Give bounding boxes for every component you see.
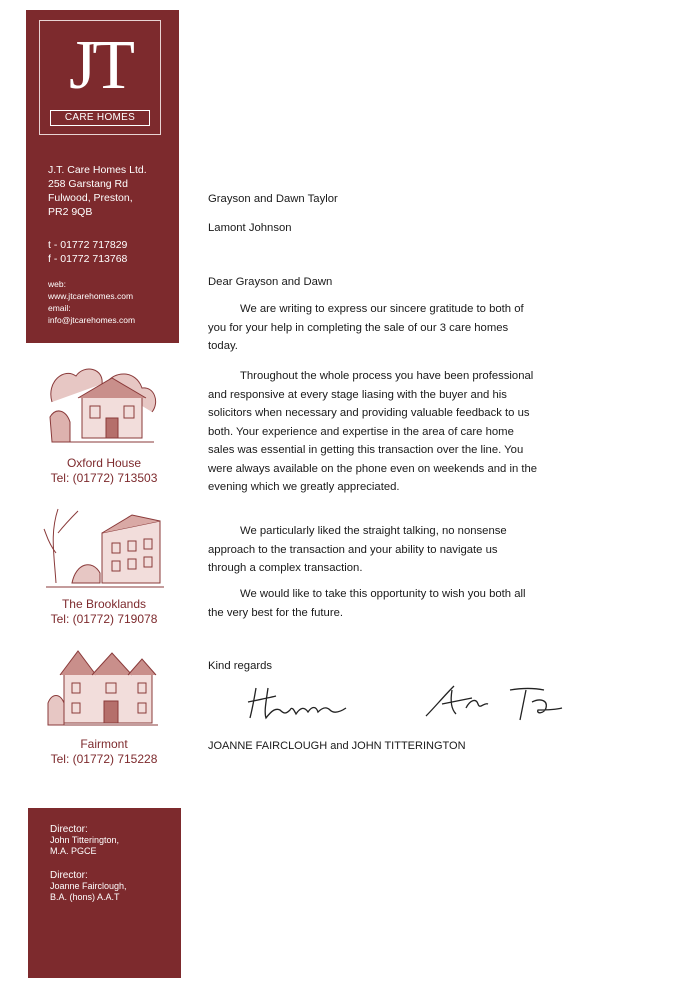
contact-numbers	[48, 238, 127, 266]
email-link[interactable]: info@jtcarehomes.com	[48, 315, 136, 325]
web-label: web:	[48, 279, 66, 289]
letter-paragraph: We would like to take this opportunity to wish you both all the very best for the future.	[208, 588, 526, 619]
letterhead-sidebar	[26, 10, 179, 343]
home-tel: Tel: (01772) 713503	[50, 471, 158, 485]
director-entry	[50, 870, 127, 903]
company-address	[48, 163, 147, 219]
address-line: Fulwood, Preston,	[48, 192, 133, 204]
home-the-brooklands	[30, 503, 178, 627]
home-fairmont	[30, 643, 178, 767]
signature-joanne	[246, 680, 356, 724]
director-entry	[50, 824, 119, 857]
website-link[interactable]: www.jtcarehomes.com	[48, 291, 134, 301]
company-logo	[39, 20, 161, 135]
director-name: John Titterington,	[50, 835, 120, 845]
home-name: Fairmont	[80, 737, 128, 751]
recipient-line: Lamont Johnson	[208, 222, 292, 234]
home-oxford-house	[30, 362, 178, 486]
address-line: PR2 9QB	[48, 206, 93, 218]
signature-john	[422, 680, 582, 724]
directors-panel	[28, 808, 181, 978]
oxford-house-sketch	[44, 362, 164, 452]
director-name: Joanne Fairclough,	[50, 881, 127, 891]
director-role: Director:	[50, 824, 88, 835]
logo-letters: JT	[69, 27, 131, 104]
fax-number: f - 01772 713768	[48, 253, 128, 265]
address-line: J.T. Care Homes Ltd.	[48, 164, 147, 176]
director-role: Director:	[50, 870, 88, 881]
director-quals: M.A. PGCE	[50, 846, 97, 856]
director-quals: B.A. (hons) A.A.T	[50, 892, 120, 902]
web-contacts	[48, 278, 135, 326]
salutation: Dear Grayson and Dawn	[208, 276, 333, 288]
email-label: email:	[48, 303, 71, 313]
recipient-line: Grayson and Dawn Taylor	[208, 193, 338, 205]
address-line: 258 Garstang Rd	[48, 178, 128, 190]
brooklands-sketch	[42, 503, 166, 593]
home-name: Oxford House	[66, 456, 142, 470]
letter-paragraph: We are writing to express our sincere gratitude to both of you for your help in completing the sale of our 3 care homes today.	[208, 303, 524, 352]
fairmont-sketch	[44, 643, 164, 733]
closing: Kind regards	[208, 660, 273, 672]
home-tel: Tel: (01772) 719078	[50, 612, 158, 626]
letter-paragraph: Throughout the whole process you have been professional and responsive at every stage liasing with the buyer and his solicitors when necessary and providing valuable feedback to us both. Your experience and expertise in the area of care home sales was essential in getting this transaction over the line. You were always available on the phone even on weekends and in the evening which we greatly appreciated.	[208, 370, 538, 493]
signatories: JOANNE FAIRCLOUGH and JOHN TITTERINGTON	[208, 740, 466, 752]
logo-caption: CARE HOMES	[50, 110, 150, 126]
home-tel: Tel: (01772) 715228	[50, 752, 158, 766]
phone-number: t - 01772 717829	[48, 239, 128, 251]
letter-paragraph: We particularly liked the straight talking, no nonsense approach to the transaction and your ability to navigate us through a complex transaction.	[208, 525, 507, 574]
home-name: The Brooklands	[61, 597, 147, 611]
